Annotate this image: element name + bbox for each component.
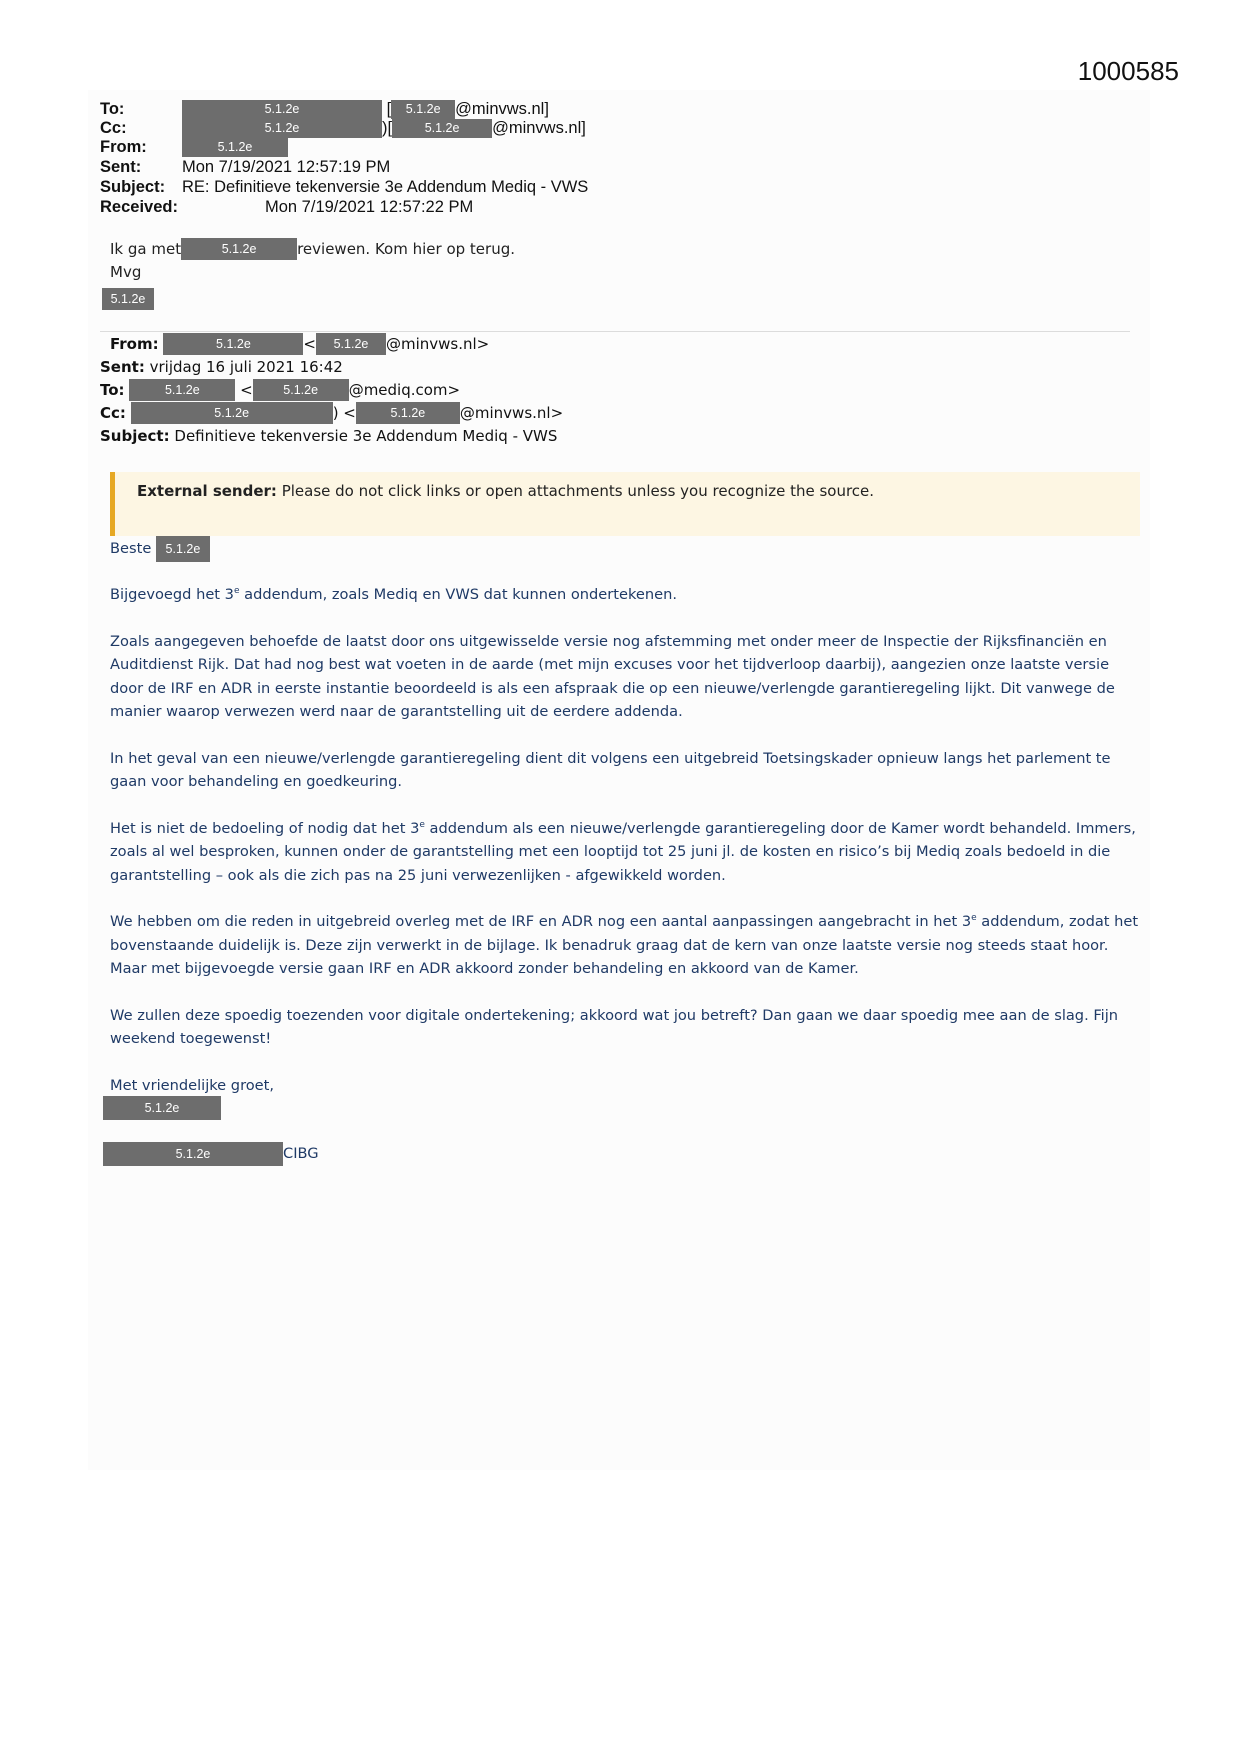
signature-org: CIBG: [283, 1145, 319, 1162]
to-domain: @minvws.nl]: [455, 100, 549, 118]
redaction-box: 5.1.2e: [182, 138, 288, 157]
quoted-cc-label: Cc:: [100, 404, 126, 422]
quoted-to-domain: @mediq.com>: [348, 381, 461, 399]
quoted-cc-domain: @minvws.nl>: [459, 404, 564, 422]
quoted-from-row: [110, 333, 489, 355]
cc-label: Cc:: [100, 119, 127, 137]
from-label: From:: [100, 138, 147, 156]
greeting-line: [110, 536, 210, 562]
redaction-box: 5.1.2e: [181, 238, 297, 260]
redaction-box: 5.1.2e: [391, 100, 455, 119]
quoted-to-row: [100, 379, 460, 401]
header-subject-row: [100, 178, 588, 197]
quoted-sent-label: Sent:: [100, 358, 145, 376]
bracket-close-open: )[: [382, 119, 393, 137]
angle-open: <: [240, 381, 253, 399]
quoted-subject-row: [100, 425, 557, 447]
subject-label: Subject:: [100, 178, 166, 196]
received-label: Received:: [100, 198, 178, 216]
reply-suffix: reviewen. Kom hier op terug.: [297, 240, 515, 258]
quoted-from-domain: @minvws.nl>: [385, 335, 490, 353]
redaction-box: 5.1.2e: [253, 379, 349, 401]
subject-value: RE: Definitieve tekenversie 3e Addendum Mediq - VWS: [182, 178, 589, 196]
document-number: 1000585: [1077, 56, 1179, 86]
redaction-box: 5.1.2e: [316, 333, 386, 355]
header-from-row: [100, 138, 288, 157]
p5-text-a: We hebben om die reden in uitgebreid overleg met de IRF en ADR nog een aantal aanpassingen aangebracht in het 3: [110, 913, 972, 930]
redaction-box: 5.1.2e: [163, 333, 303, 355]
sent-label: Sent:: [100, 158, 142, 176]
banner-label: External sender:: [137, 482, 277, 500]
header-sent-row: [100, 158, 390, 177]
quoted-subject-label: Subject:: [100, 427, 170, 445]
redaction-box: 5.1.2e: [102, 288, 154, 310]
redaction-box: 5.1.2e: [103, 1142, 283, 1166]
paragraph-4: [110, 817, 1145, 888]
header-cc-row: [100, 119, 586, 138]
bracket-open: [: [382, 100, 392, 118]
p5-superscript: e: [971, 913, 977, 924]
quoted-from-label: From:: [110, 335, 159, 353]
redaction-box: 5.1.2e: [182, 119, 382, 138]
paragraph-1: [110, 583, 1145, 607]
quoted-subject-value: Definitieve tekenversie 3e Addendum Mediq - VWS: [174, 427, 558, 445]
quoted-to-label: To:: [100, 381, 125, 399]
quoted-sent-row: [100, 356, 343, 378]
reply-prefix: Ik ga met: [110, 240, 182, 258]
header-to-row: [100, 100, 549, 119]
reply-closing: Mvg: [110, 263, 142, 281]
p1-superscript: e: [233, 586, 240, 597]
quoted-sent-value: vrijdag 16 juli 2021 16:42: [149, 358, 343, 376]
redaction-box: 5.1.2e: [156, 536, 210, 562]
banner-message: Please do not click links or open attachments unless you recognize the source.: [281, 482, 875, 500]
divider: [100, 331, 1130, 332]
paren-close: ) <: [332, 404, 356, 422]
signature-name: [103, 1096, 221, 1120]
reply-signature: [102, 288, 154, 310]
p5-text-b: addendum, zodat het bovenstaande duidelijk is. Deze zijn verwerkt in de bijlage. Ik benadruk graag dat de kern van onze laatste versie nog steeds staat hoor. Maar met bijgevoegde versie gaan IRF en ADR akkoord zonder behandeling en akkoord van de Kamer.: [110, 913, 1139, 977]
p1-text-a: Bijgevoegd het 3: [110, 586, 234, 603]
external-sender-banner: [110, 472, 1140, 536]
header-received-row: [100, 198, 473, 217]
paragraph-5: [110, 910, 1145, 981]
redaction-box: 5.1.2e: [131, 402, 333, 424]
closing-line: Met vriendelijke groet,: [110, 1076, 275, 1094]
paragraph-2: Zoals aangegeven behoefde de laatst door ons uitgewisselde versie nog afstemming met onder meer de Inspectie der Rijksfinanciën en Auditdienst Rijk. Dat had nog best wat voeten in de aarde (met mijn excuses voor het tijdverloop daarbij), aangezien onze laatste versie door de IRF en ADR in eerste instantie beoordeeld is als een afspraak die op een nieuwe/verlengde garantieregeling lijkt. Dit vanwege de manier waarop verwezen werd naar de garantstelling uit de eerdere addenda.: [110, 632, 1115, 720]
sent-value: Mon 7/19/2021 12:57:19 PM: [182, 158, 391, 176]
email-body: [110, 583, 1145, 1099]
redaction-box: 5.1.2e: [392, 119, 492, 138]
redaction-box: 5.1.2e: [129, 379, 235, 401]
paragraph-3: In het geval van een nieuwe/verlengde garantieregeling dient dit volgens een uitgebreid Toetsingskader opnieuw langs het parlement te gaan voor behandeling en goedkeuring.: [110, 749, 1111, 790]
redaction-box: 5.1.2e: [182, 100, 382, 119]
redaction-box: 5.1.2e: [103, 1096, 221, 1120]
p1-text-b: addendum, zoals Mediq en VWS dat kunnen ondertekenen.: [239, 586, 677, 603]
signature-org-line: [103, 1142, 319, 1166]
cc-domain: @minvws.nl]: [492, 119, 586, 137]
angle-open: <: [303, 335, 316, 353]
quoted-cc-row: [100, 402, 563, 424]
redaction-box: 5.1.2e: [356, 402, 460, 424]
p4-superscript: e: [419, 819, 425, 830]
reply-line: [110, 238, 515, 260]
banner-text: [137, 482, 874, 500]
p4-text-b: addendum als een nieuwe/verlengde garantieregeling door de Kamer wordt behandeld. Immers, zoals al wel besproken, kunnen onder de garantstelling met een looptijd tot 25 juni jl. de kosten en risico’s bij Mediq zoals bedoeld in die garantstelling – ook als die zich pas na 25 juni verwezenlijken - afgewikkeld worden.: [110, 819, 1136, 884]
p4-text-a: Het is niet de bedoeling of nodig dat het 3: [110, 819, 420, 837]
to-label: To:: [100, 100, 125, 118]
greeting-text: Beste: [110, 540, 152, 557]
received-value: Mon 7/19/2021 12:57:22 PM: [265, 198, 474, 216]
paragraph-6: We zullen deze spoedig toezenden voor digitale ondertekening; akkoord wat jou betreft? Dan gaan we daar spoedig mee aan de slag. Fijn weekend toegewenst!: [110, 1006, 1119, 1047]
